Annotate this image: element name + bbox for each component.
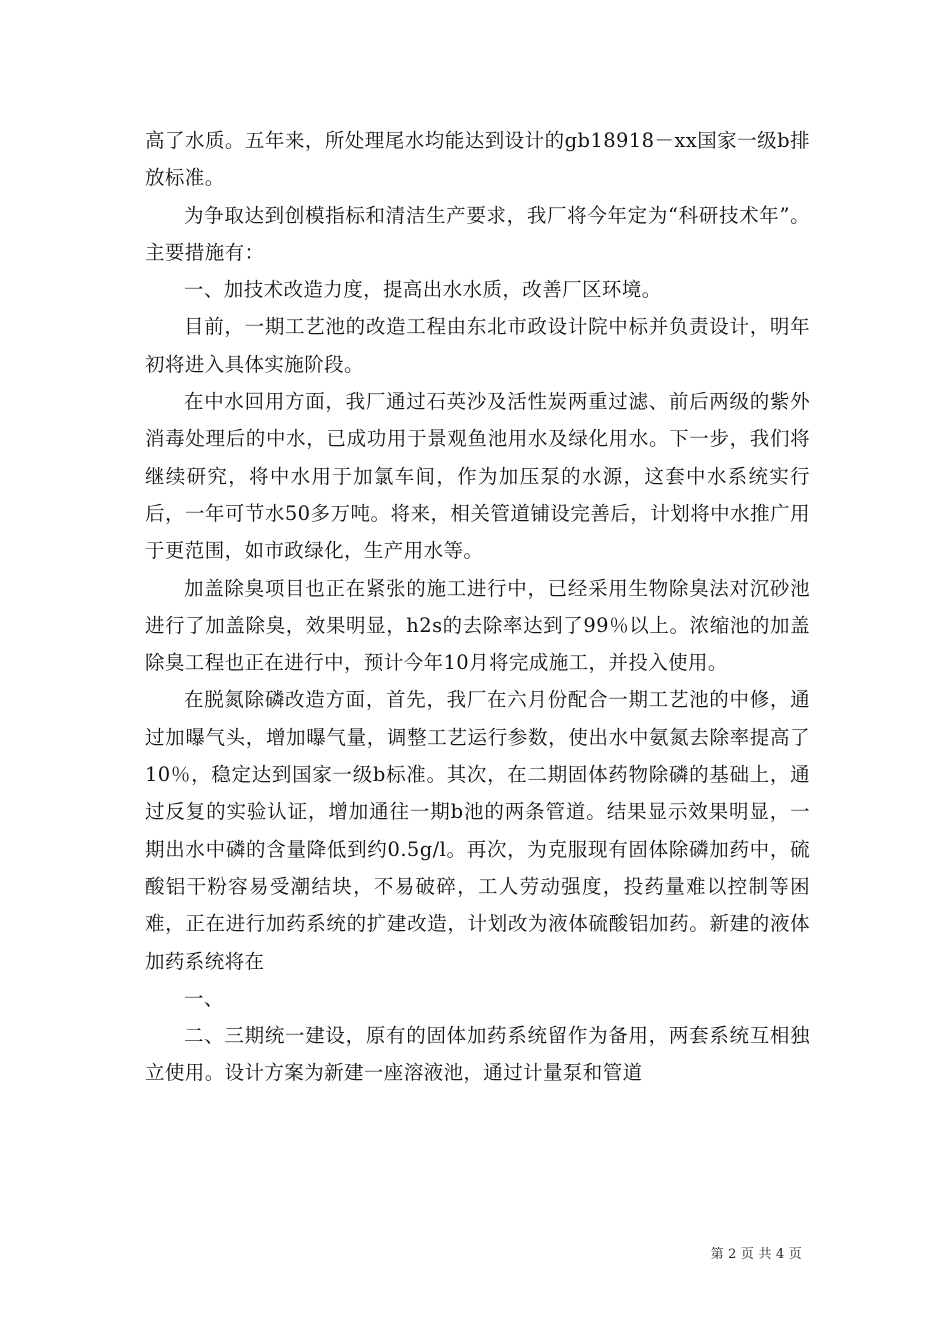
paragraph-7: 在脱氮除磷改造方面，首先，我厂在六月份配合一期工艺池的中修，通过加曝气头，增加曝气量，调整工艺运行参数，使出水中氨氮去除率提高了10％，稳定达到国家一级b标准。其次，在二期固体药物除磷的基础上，通过反复的实验认证，增加通往一期b池的两条管道。结果显示效果明显，一期出水中磷的含量降低到约0.5g/l。再次，为克服现有固体除磷加药中，硫酸铝干粉容易受潮结块，不易破碎，工人劳动强度，投药量难以控制等困难，正在进行加药系统的扩建改造，计划改为液体硫酸铝加药。新建的液体加药系统将在	[145, 688, 810, 973]
paragraph-4: 目前，一期工艺池的改造工程由东北市政设计院中标并负责设计，明年初将进入具体实施阶段。	[145, 315, 810, 376]
paragraph-9: 二、三期统一建设，原有的固体加药系统留作为备用，两套系统互相独立使用。设计方案为新建一座溶液池，通过计量泵和管道	[145, 1024, 810, 1085]
paragraph-1: 高了水质。五年来，所处理尾水均能达到设计的gb18918－xx国家一级b排放标准。	[145, 129, 810, 190]
page-number-footer: 第 2 页 共 4 页	[710, 1247, 802, 1262]
paragraph-5: 在中水回用方面，我厂通过石英沙及活性炭两重过滤、前后两级的紫外消毒处理后的中水，已成功用于景观鱼池用水及绿化用水。下一步，我们将继续研究，将中水用于加氯车间，作为加压泵的水源，这套中水系统实行后，一年可节水50多万吨。将来，相关管道铺设完善后，计划将中水推广用于更范围，如市政绿化，生产用水等。	[145, 390, 810, 563]
paragraph-2: 为争取达到创模指标和清洁生产要求，我厂将今年定为“科研技术年”。主要措施有：	[145, 203, 810, 264]
document-body	[145, 122, 810, 1092]
paragraph-8: 一、	[184, 986, 224, 1010]
paragraph-6: 加盖除臭项目也正在紧张的施工进行中，已经采用生物除臭法对沉砂池进行了加盖除臭，效果明显，h2s的去除率达到了99％以上。浓缩池的加盖除臭工程也正在进行中，预计今年10月将完成施工，并投入使用。	[145, 576, 810, 675]
paragraph-3-heading: 一、加技术改造力度，提高出水水质，改善厂区环境。	[184, 278, 662, 302]
